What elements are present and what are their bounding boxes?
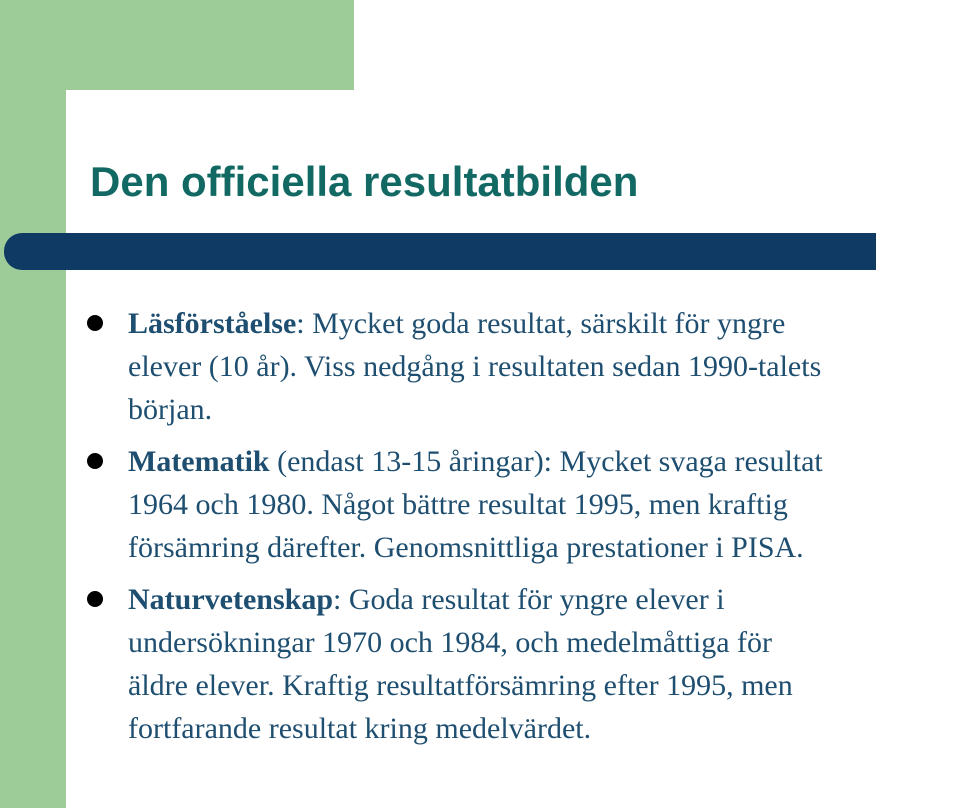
bullet-text: : Goda resultat för yngre elever i [333, 583, 725, 616]
bullet-line [128, 440, 960, 483]
bullet-term: Naturvetenskap [128, 583, 334, 616]
bullet-list [0, 302, 960, 759]
bullet-line: äldre elever. Kraftig resultatförsämring efter 1995, men [128, 669, 793, 702]
bullet-line: 1964 och 1980. Något bättre resultat 1995, men kraftig [128, 488, 788, 521]
bullet-term: Läsförståelse [128, 307, 297, 340]
bullet-naturvetenskap [0, 578, 960, 750]
title-divider-bar [4, 233, 876, 270]
bullet-dot-icon [87, 315, 103, 331]
bullet-text: : Mycket goda resultat, särskilt för yngre [296, 307, 786, 340]
slide-title: Den officiella resultatbilden [90, 158, 639, 205]
bullet-dot-icon [87, 453, 103, 469]
bullet-lasforstaelse [0, 302, 960, 431]
bullet-line: elever (10 år). Viss nedgång i resultaten sedan 1990-talets [128, 350, 822, 383]
bullet-text: (endast 13-15 åringar): Mycket svaga resultat [269, 445, 823, 478]
green-top-band [0, 0, 354, 90]
bullet-dot-icon [87, 591, 103, 607]
bullet-line [128, 578, 960, 621]
bullet-line: början. [128, 393, 213, 426]
bullet-term: Matematik [128, 445, 270, 478]
bullet-line: undersökningar 1970 och 1984, och medelmåttiga för [128, 626, 773, 659]
bullet-line: försämring därefter. Genomsnittliga prestationer i PISA. [128, 531, 804, 564]
bullet-line [128, 302, 960, 345]
bullet-matematik [0, 440, 960, 569]
bullet-line: fortfarande resultat kring medelvärdet. [128, 712, 592, 745]
